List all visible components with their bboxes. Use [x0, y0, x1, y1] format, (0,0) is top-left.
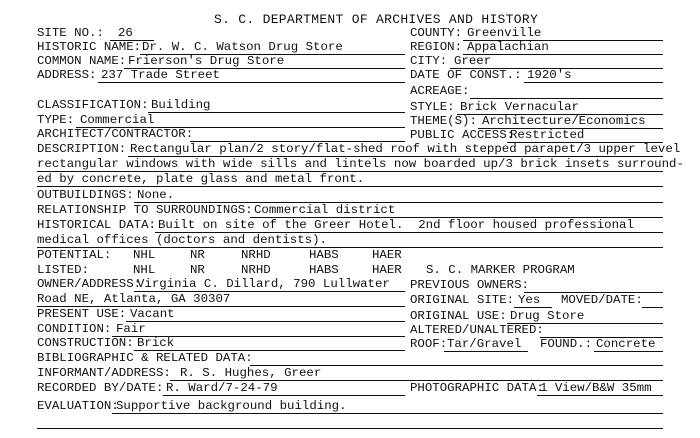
type-label: TYPE: [37, 113, 75, 127]
moved-date-line [642, 307, 663, 308]
region-label: REGION: [410, 40, 463, 54]
potential-haer: HAER [372, 248, 402, 262]
classification-label: CLASSIFICATION: [37, 98, 149, 112]
photographic-value: 1 View/B&W 35mm [540, 381, 652, 395]
informant-value: R. S. Hughes, Greer [180, 366, 322, 380]
foundation-line [594, 351, 663, 352]
roof-value: Tar/Gravel [447, 337, 522, 351]
present-use-line [126, 321, 405, 322]
county-label: COUNTY: [410, 26, 463, 40]
marker-program-heading: S. C. MARKER PROGRAM [426, 263, 575, 277]
condition-label: CONDITION: [37, 322, 112, 336]
description-line-3: ed by concrete, plate glass and metal front. [37, 172, 365, 186]
classification-line [148, 112, 405, 113]
roof-line [444, 351, 528, 352]
construction-value: Brick [137, 336, 175, 350]
public-access-value: Restricted [510, 128, 585, 142]
description-label: DESCRIPTION: [37, 142, 127, 156]
region-value: Appalachian [467, 40, 549, 54]
public-access-label: PUBLIC ACCESS: [410, 128, 515, 142]
previous-owners-label: PREVIOUS OWNERS: [410, 278, 529, 292]
original-site-line [514, 307, 552, 308]
outbuildings-value: None. [137, 188, 175, 202]
description-line-1: Rectangular plan/2 story/flat-shed roof with stepped parapet/3 upper level [130, 142, 681, 156]
type-value: Commercial [80, 113, 155, 127]
original-use-label: ORIGINAL USE: [410, 309, 507, 323]
evaluation-label: EVALUATION: [37, 399, 119, 413]
site-no-label: SITE NO.: [37, 26, 104, 40]
historical-data-label: HISTORICAL DATA: [37, 218, 156, 232]
acreage-line [470, 98, 663, 99]
city-value: Greer [454, 54, 492, 68]
owner-label: OWNER/ADDRESS: [37, 277, 142, 291]
listed-haer: HAER [372, 263, 402, 277]
bibliographic-label: BIBLIOGRAPHIC & RELATED DATA: [37, 351, 253, 365]
owner-line-2: Road NE, Atlanta, GA 30307 [37, 292, 231, 306]
photographic-line [537, 395, 663, 396]
present-use-label: PRESENT USE: [37, 307, 127, 321]
evaluation-line [112, 413, 663, 414]
recorded-value: R. Ward/7-24-79 [166, 381, 278, 395]
listed-nr: NR [190, 263, 205, 277]
date-const-label: DATE OF CONST.: [410, 68, 522, 82]
style-value: Brick Vernacular [460, 100, 579, 114]
roof-label: ROOF: [410, 337, 448, 351]
foundation-value: Concrete [596, 337, 656, 351]
date-const-line [524, 82, 663, 83]
address-line [98, 82, 405, 83]
potential-nrhd: NRHD [241, 248, 271, 262]
condition-value: Fair [116, 322, 146, 336]
listed-nhl: NHL [133, 263, 156, 277]
listed-habs: HABS [309, 263, 339, 277]
address-label: ADDRESS: [37, 68, 97, 82]
original-site-value: Yes [518, 293, 541, 307]
potential-habs: HABS [309, 248, 339, 262]
historical-data-rule-2 [37, 247, 663, 248]
informant-label: INFORMANT/ADDRESS: [37, 366, 171, 380]
photographic-label: PHOTOGRAPHIC DATA: [410, 381, 544, 395]
style-label: STYLE: [410, 100, 455, 114]
historical-data-line-1: Built on site of the Greer Hotel. 2nd floor housed professional [158, 218, 634, 232]
recorded-label: RECORDED BY/DATE: [37, 381, 164, 395]
historic-name-value: Dr. W. C. Watson Drug Store [142, 40, 343, 54]
historical-data-line-2: medical offices (doctors and dentists). [37, 233, 327, 247]
architect-label: ARCHITECT/CONTRACTOR: [37, 127, 194, 141]
listed-nrhd: NRHD [241, 263, 271, 277]
classification-value: Building [151, 98, 211, 112]
foundation-label: FOUND.: [540, 337, 593, 351]
original-site-label: ORIGINAL SITE: [410, 293, 515, 307]
site-no-value: 26 [118, 26, 133, 40]
description-line-2: rectangular windows with wide sills and lintels now boarded up/3 brick insets surround- [37, 157, 684, 171]
city-label: CITY: [410, 54, 448, 68]
potential-nhl: NHL [133, 248, 156, 262]
acreage-label: ACREAGE: [410, 84, 470, 98]
original-use-value: Drug Store [510, 309, 585, 323]
moved-date-label: MOVED/DATE: [561, 293, 643, 307]
address-value: 237 Trade Street [101, 68, 220, 82]
present-use-value: Vacant [130, 307, 175, 321]
region-line [463, 54, 663, 55]
outbuildings-label: OUTBUILDINGS: [37, 188, 134, 202]
historic-name-label: HISTORIC NAME: [37, 40, 142, 54]
recorded-line [163, 395, 405, 396]
owner-line-1: Virginia C. Dillard, 790 Lullwater [137, 277, 390, 291]
potential-nr: NR [190, 248, 205, 262]
bottom-rule [37, 428, 663, 429]
county-value: Greenville [467, 26, 542, 40]
common-name-label: COMMON NAME: [37, 54, 127, 68]
form-title: S. C. DEPARTMENT OF ARCHIVES AND HISTORY [214, 12, 539, 27]
construction-label: CONSTRUCTION: [37, 336, 134, 350]
description-rule-3 [37, 186, 663, 187]
evaluation-value: Supportive background building. [116, 399, 347, 413]
listed-label: LISTED: [37, 263, 90, 277]
altered-label: ALTERED/UNALTERED: [410, 323, 544, 337]
date-const-value: 1920's [527, 68, 572, 82]
themes-label: THEME(S): [410, 114, 477, 128]
themes-value: Architecture/Economics [482, 114, 646, 128]
common-name-value: Frierson's Drug Store [128, 54, 285, 68]
relationship-label: RELATIONSHIP TO SURROUNDINGS: [37, 203, 253, 217]
relationship-value: Commercial district [254, 203, 396, 217]
potential-label: POTENTIAL: [37, 248, 112, 262]
